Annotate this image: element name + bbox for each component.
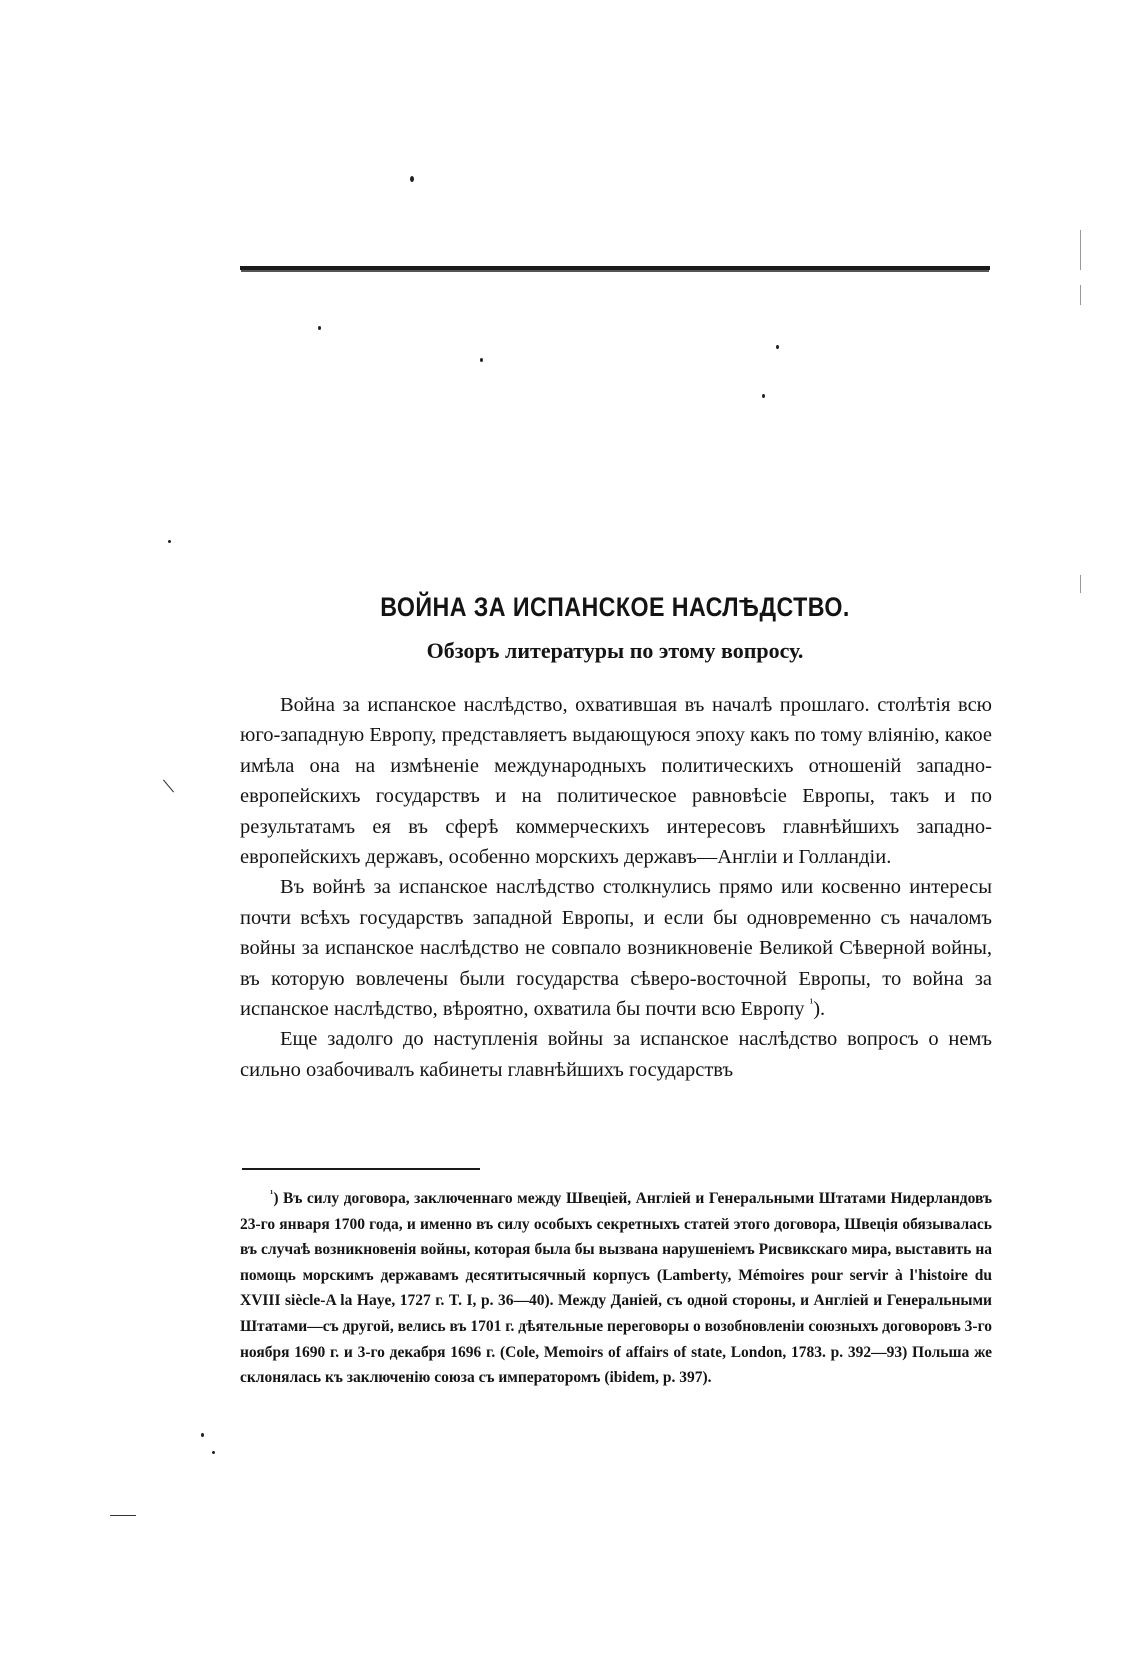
speck bbox=[212, 1451, 215, 1454]
speck bbox=[480, 358, 483, 362]
footnote-text: ) Въ силу договора, заключеннаго между Швеціей, Англіей и Генеральными Штатами Нидерландовъ 23-го января 1700 года, и именно въ силу особыхъ секретныхъ статей этого договора, Швеція обязывалась въ случаѣ возникновенія войны, которая была бы вызвана нарушеніемъ Рисвикскаго мира, выставить на помощь морскимъ державамъ десятитысячный корпусъ (Lamberty, Mémoires pour servir à l'histoire du XVIII siècle-A la Haye, 1727 г. T. I, p. 36—40). Между Даніей, съ одной стороны, и Англіей и Генеральными Штатами—съ другой, велись въ 1701 г. дѣятельные переговоры о возобновленіи союзныхъ договоровъ 3-го ноября 1690 г. и 3-го декабря 1696 г. (Cole, Memoirs of affairs of state, London, 1783. p. 392—93) Польша же склонялась къ заключенію союза съ императоромъ (ibidem, p. 397). bbox=[240, 1190, 992, 1387]
paragraph-2 bbox=[240, 872, 992, 1024]
edge-line bbox=[1080, 285, 1081, 305]
footnote-mark: ¹ bbox=[270, 1187, 274, 1200]
top-rule bbox=[240, 266, 990, 270]
margin-dash bbox=[110, 1515, 136, 1516]
paragraph-3: Еще задолго до наступленія войны за испанское наслѣдство вопросъ о немъ сильно озабочивалъ кабинеты главнѣйшихъ государствъ bbox=[240, 1028, 992, 1081]
speck bbox=[201, 1433, 204, 1437]
speck bbox=[776, 345, 779, 349]
paragraph-2-tail: ). bbox=[813, 998, 826, 1021]
speck bbox=[410, 176, 414, 182]
speck bbox=[318, 326, 321, 330]
page-title: ВОЙНА ЗА ИСПАНСКОЕ НАСЛѢДСТВО. bbox=[380, 592, 850, 622]
paragraph-1: Война за испанское наслѣдство, охватившая въ началѣ прошлаго. столѣтія всю юго-западную Европу, представляетъ выдающуюся эпоху какъ по тому вліянію, какое имѣла она на измѣненіе международныхъ политическихъ отношеній западно-европейскихъ государствъ и на политическое равновѣсіе Европы, такъ и по результатамъ ея въ сферѣ коммерческихъ интересовъ главнѣйшихъ западно-европейскихъ державъ, особенно морскихъ державъ—Англіи и Голландіи. bbox=[240, 694, 992, 869]
edge-line bbox=[1080, 575, 1081, 593]
speck bbox=[168, 540, 171, 543]
speck bbox=[762, 394, 765, 398]
footnote-reference: ¹ bbox=[809, 996, 814, 1011]
body-text bbox=[240, 690, 992, 1085]
footnote bbox=[240, 1186, 992, 1391]
page-subtitle: Обзоръ литературы по этому вопросу. bbox=[426, 638, 804, 663]
footnote-rule bbox=[242, 1168, 480, 1170]
edge-line bbox=[1080, 230, 1081, 270]
tick-mark bbox=[163, 780, 174, 793]
footnote-paragraph bbox=[240, 1186, 992, 1391]
paragraph-2-text: Въ войнѣ за испанское наслѣдство столкнулись прямо или косвенно интересы почти всѣхъ государствъ западной Европы, и если бы одновременно съ началомъ войны за испанское наслѣдство не совпало возникновеніе Великой Сѣверной войны, въ которую вовлечены были государства сѣверо-восточной Европы, то война за испанское наслѣдство, вѣроятно, охватила бы почти всю Европу bbox=[240, 876, 992, 1021]
